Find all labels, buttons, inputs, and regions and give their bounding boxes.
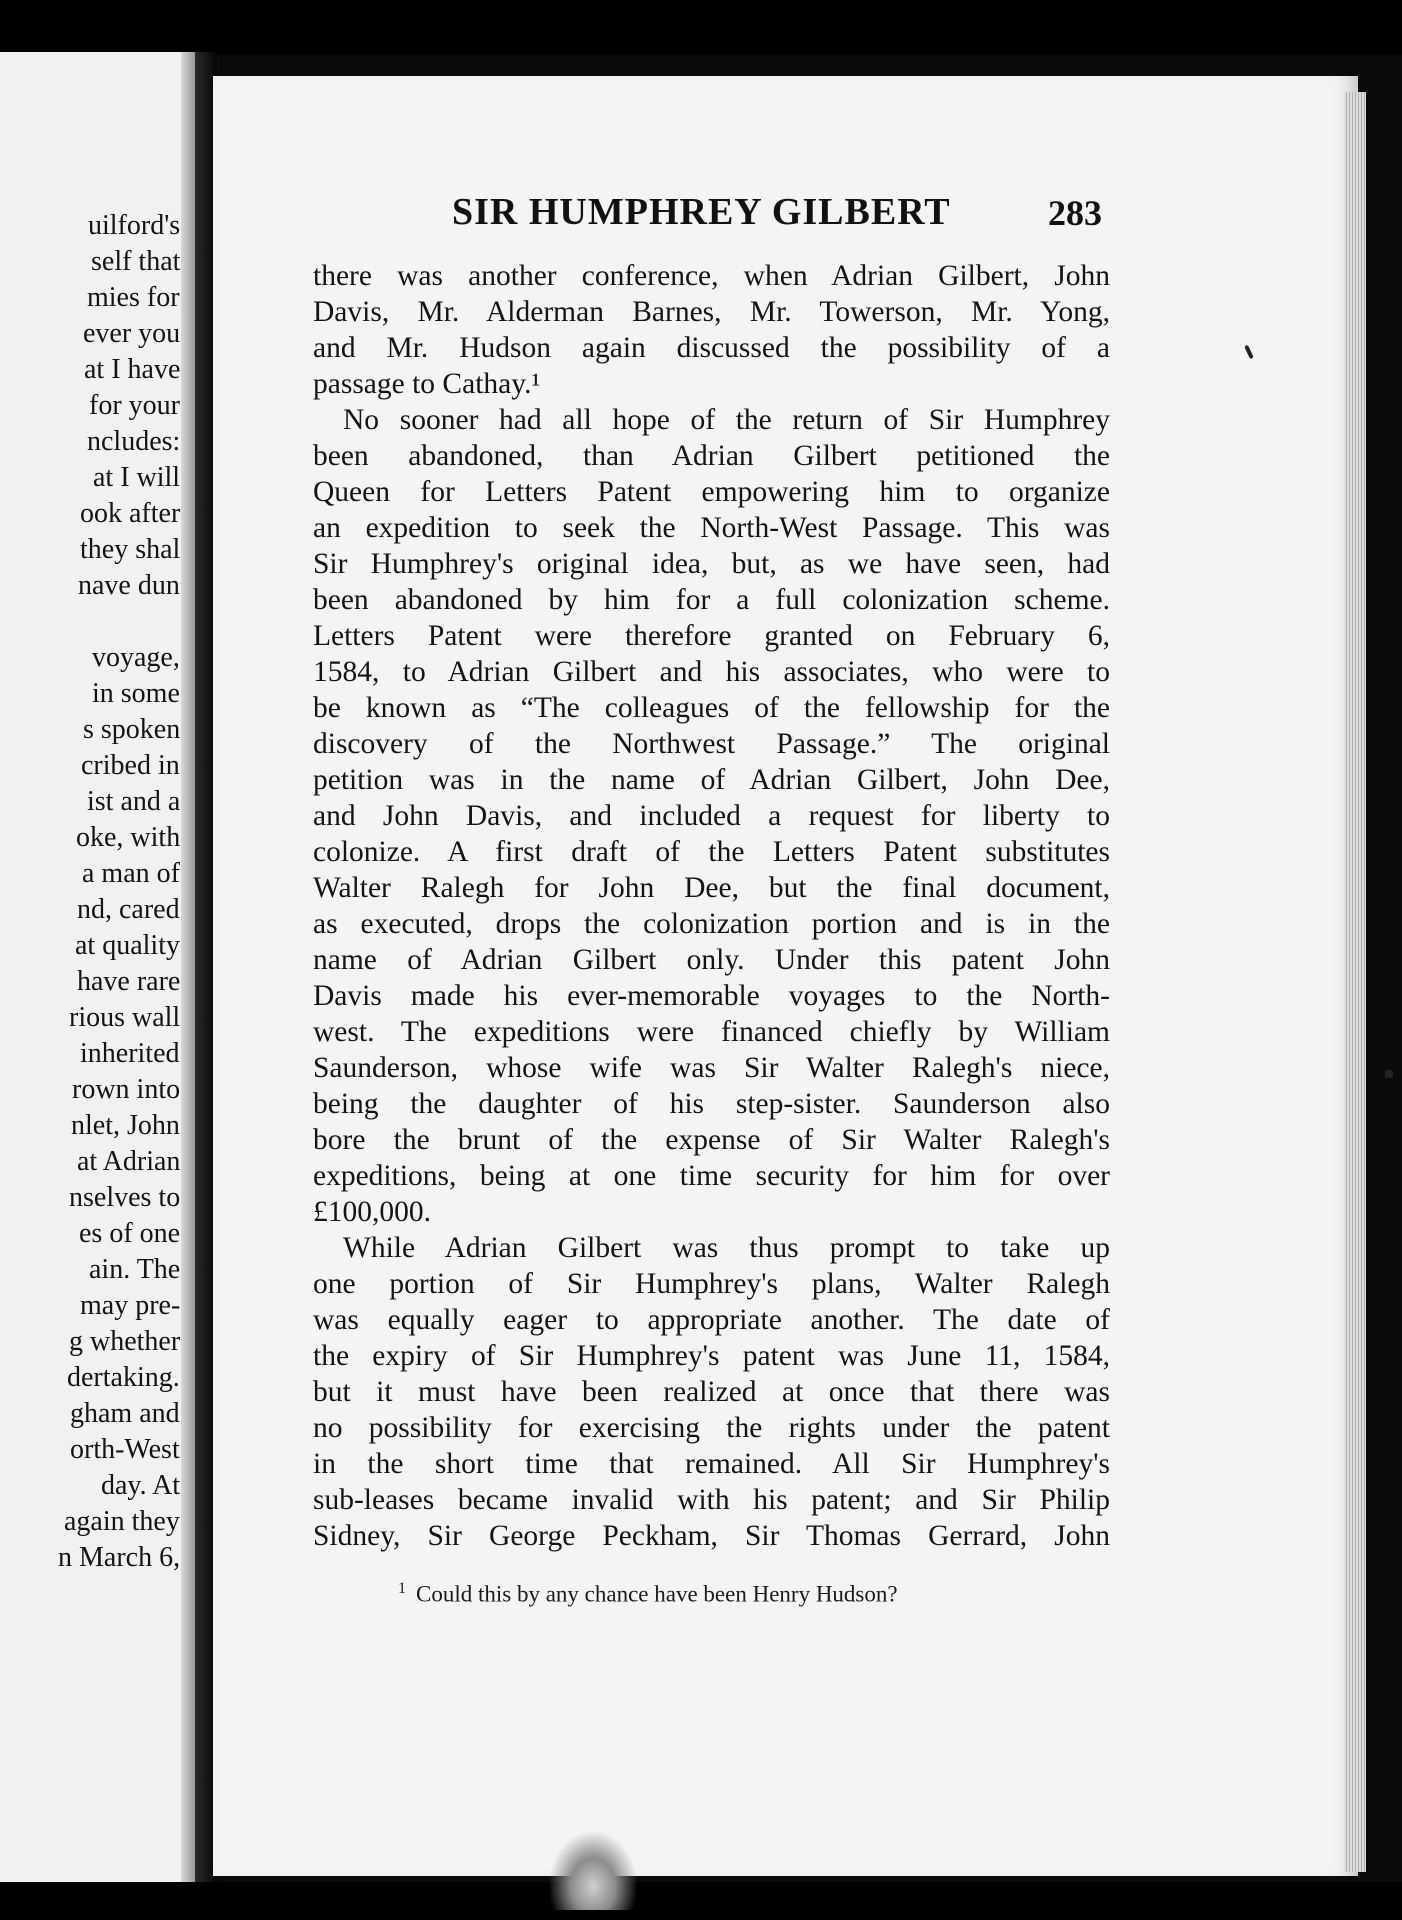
left-page-line: dertaking. bbox=[67, 1362, 180, 1393]
left-page-line: uilford's bbox=[88, 210, 181, 241]
left-page-line: may pre- bbox=[80, 1290, 181, 1321]
left-page-line: ever you bbox=[83, 318, 181, 349]
footnote-marker: 1 bbox=[398, 1580, 406, 1597]
left-page-line: nselves to bbox=[69, 1182, 181, 1213]
left-page-line: n March 6, bbox=[58, 1542, 181, 1573]
left-page-line: at I have bbox=[84, 354, 181, 385]
left-page-line: again they bbox=[64, 1506, 180, 1537]
text-line: Davis made his ever-memorable voyages to the North- bbox=[313, 980, 1110, 1012]
text-line: been abandoned by him for a full colonization scheme. bbox=[313, 584, 1110, 616]
page-edges bbox=[1344, 92, 1366, 1872]
text-line: Walter Ralegh for John Dee, but the final document, bbox=[313, 872, 1110, 904]
text-line: an expedition to seek the North-West Passage. This was bbox=[313, 512, 1110, 544]
text-line: Sir Humphrey's original idea, but, as we have seen, had bbox=[313, 548, 1110, 580]
text-line: passage to Cathay.¹ bbox=[313, 368, 541, 400]
left-page-line: nd, cared bbox=[77, 894, 180, 925]
scan-border-bottom bbox=[0, 1882, 1402, 1920]
running-head: SIR HUMPHREY GILBERT bbox=[452, 191, 951, 233]
text-line: west. The expeditions were financed chiefly by William bbox=[313, 1016, 1110, 1048]
footnote bbox=[398, 1580, 898, 1608]
left-page-line: they shal bbox=[80, 534, 181, 565]
text-line: and Mr. Hudson again discussed the possibility of a bbox=[313, 332, 1110, 364]
binding-clip bbox=[548, 1830, 638, 1910]
left-page-line: g whether bbox=[69, 1326, 181, 1357]
text-line: was equally eager to appropriate another. The date of bbox=[313, 1304, 1110, 1336]
left-page-line: a man of bbox=[82, 858, 180, 889]
left-page-gutter bbox=[181, 52, 195, 1882]
text-line: one portion of Sir Humphrey's plans, Walter Ralegh bbox=[313, 1268, 1110, 1300]
text-line: Saunderson, whose wife was Sir Walter Ralegh's niece, bbox=[313, 1052, 1110, 1084]
text-line: sub-leases became invalid with his patent; and Sir Philip bbox=[313, 1484, 1110, 1516]
left-page-line: nave dun bbox=[78, 570, 180, 601]
left-page-line: self that bbox=[91, 246, 181, 277]
text-line: as executed, drops the colonization portion and is in the bbox=[313, 908, 1110, 940]
text-line: While Adrian Gilbert was thus prompt to take up bbox=[343, 1232, 1110, 1264]
text-line: 1584, to Adrian Gilbert and his associates, who were to bbox=[313, 656, 1110, 688]
text-line: been abandoned, than Adrian Gilbert petitioned the bbox=[313, 440, 1110, 472]
text-line: be known as “The colleagues of the fellowship for the bbox=[313, 692, 1110, 724]
left-page-line: rown into bbox=[72, 1074, 181, 1105]
left-page-line: es of one bbox=[79, 1218, 181, 1249]
left-page-line: ist and a bbox=[87, 786, 181, 817]
dust-speck bbox=[1385, 1070, 1393, 1078]
left-page-line: in some bbox=[92, 678, 180, 709]
left-page-line: oke, with bbox=[76, 822, 181, 853]
text-line: in the short time that remained. All Sir Humphrey's bbox=[313, 1448, 1110, 1480]
text-line: Queen for Letters Patent empowering him to organize bbox=[313, 476, 1110, 508]
text-line: name of Adrian Gilbert only. Under this patent John bbox=[313, 944, 1110, 976]
left-page bbox=[0, 52, 195, 1882]
text-line: Sidney, Sir George Peckham, Sir Thomas Gerrard, John bbox=[313, 1520, 1110, 1552]
text-line: bore the brunt of the expense of Sir Walter Ralegh's bbox=[313, 1124, 1110, 1156]
left-page-line: for your bbox=[89, 390, 180, 421]
left-page-line: gham and bbox=[70, 1398, 180, 1429]
text-line: no possibility for exercising the rights under the patent bbox=[313, 1412, 1110, 1444]
text-line: and John Davis, and included a request for liberty to bbox=[313, 800, 1110, 832]
text-line: but it must have been realized at once that there was bbox=[313, 1376, 1110, 1408]
left-page-line: orth-West bbox=[70, 1434, 180, 1465]
left-page-line: nlet, John bbox=[71, 1110, 180, 1141]
text-line: Davis, Mr. Alderman Barnes, Mr. Towerson, Mr. Yong, bbox=[313, 296, 1110, 328]
text-line: there was another conference, when Adrian Gilbert, John bbox=[313, 260, 1110, 292]
left-page-line: at quality bbox=[75, 930, 180, 961]
left-page-line: ain. The bbox=[89, 1254, 181, 1285]
text-line: No sooner had all hope of the return of Sir Humphrey bbox=[343, 404, 1110, 436]
left-page-line: ncludes: bbox=[87, 426, 181, 457]
left-page-line: cribed in bbox=[81, 750, 180, 781]
left-page-line: at Adrian bbox=[77, 1146, 181, 1177]
left-page-line: have rare bbox=[77, 966, 181, 997]
text-line: expeditions, being at one time security for him for over bbox=[313, 1160, 1110, 1192]
text-line: Letters Patent were therefore granted on February 6, bbox=[313, 620, 1110, 652]
left-page-line: day. At bbox=[101, 1470, 181, 1501]
scan-border-top bbox=[0, 0, 1402, 55]
text-line: being the daughter of his step-sister. Saunderson also bbox=[313, 1088, 1110, 1120]
left-page-line: rious wall bbox=[69, 1002, 181, 1033]
page-number: 283 bbox=[1048, 193, 1102, 233]
footnote-text: Could this by any chance have been Henry Hudson? bbox=[416, 1581, 898, 1607]
text-line: the expiry of Sir Humphrey's patent was June 11, 1584, bbox=[313, 1340, 1110, 1372]
left-page-line: s spoken bbox=[83, 714, 181, 745]
text-line: discovery of the Northwest Passage.” The original bbox=[313, 728, 1110, 760]
left-page-line: at I will bbox=[93, 462, 181, 493]
left-page-line: mies for bbox=[87, 282, 180, 313]
text-line: colonize. A first draft of the Letters Patent substitutes bbox=[313, 836, 1110, 868]
left-page-line: ook after bbox=[80, 498, 181, 529]
left-page-line: inherited bbox=[80, 1038, 180, 1069]
left-page-line: voyage, bbox=[92, 642, 180, 673]
text-line: petition was in the name of Adrian Gilbert, John Dee, bbox=[313, 764, 1110, 796]
text-line: £100,000. bbox=[313, 1196, 431, 1228]
